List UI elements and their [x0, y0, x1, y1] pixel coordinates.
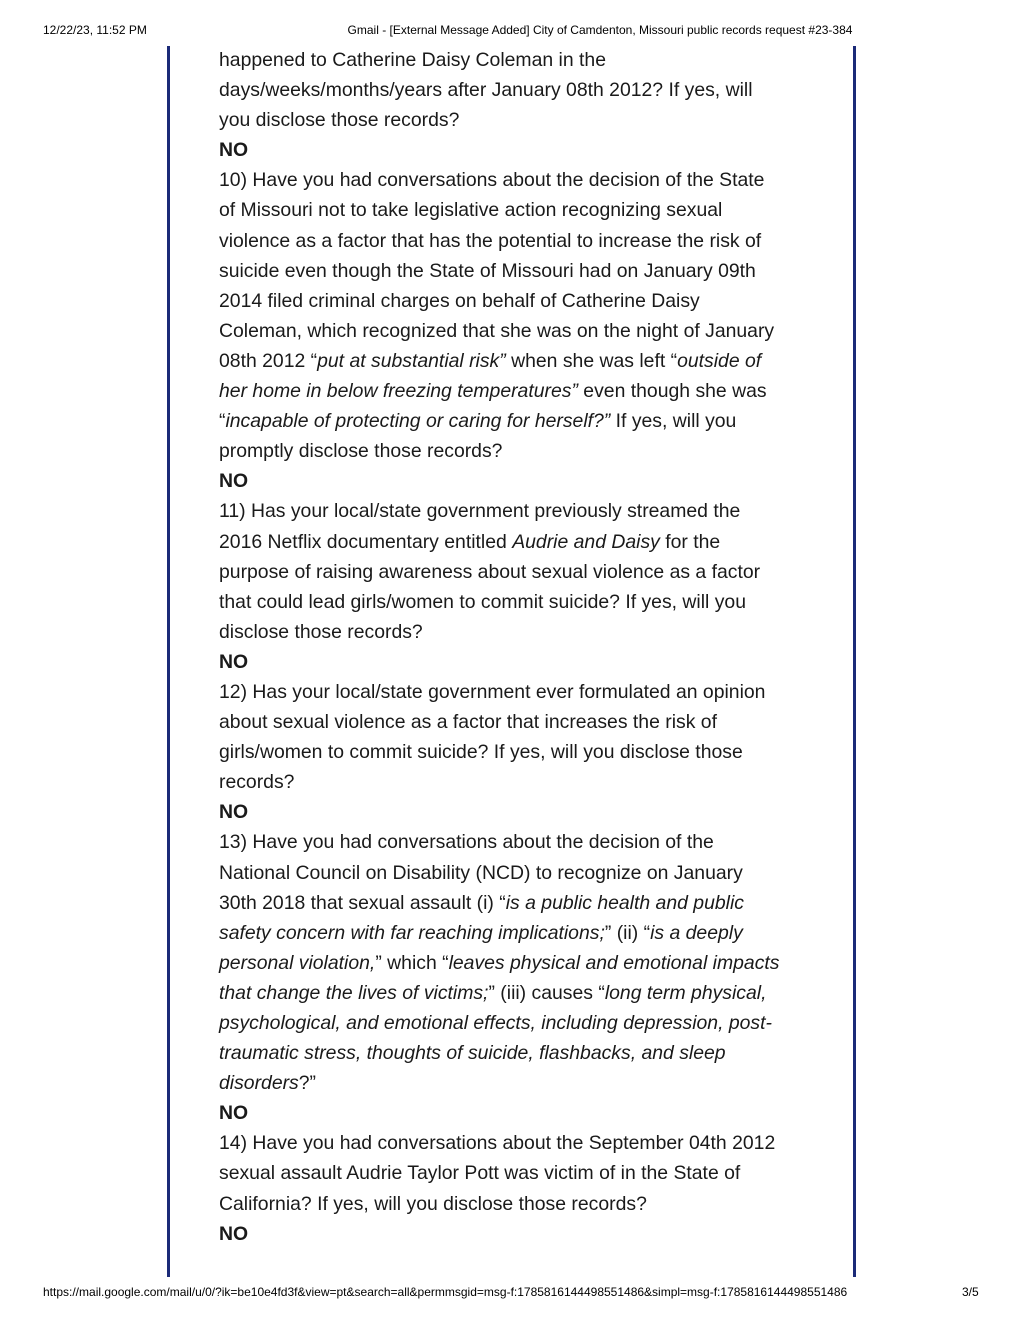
- quoted-italic-text: safety concern with far reaching implications;: [219, 921, 605, 944]
- text-run: when she was left “: [505, 349, 678, 372]
- print-title: Gmail - [External Message Added] City of Camdenton, Missouri public records request #23-384: [347, 23, 853, 37]
- text-run: ” (ii) “: [604, 921, 651, 944]
- question-13-line: [219, 948, 819, 978]
- question-12-line: records?: [219, 771, 295, 794]
- question-12-line: about sexual violence as a factor that increases the risk of: [219, 711, 717, 734]
- question-9-line: days/weeks/months/years after January 08th 2012? If yes, will: [219, 79, 753, 102]
- question-10-line: promptly disclose those records?: [219, 440, 503, 463]
- question-10-line: of Missouri not to take legislative action recognizing sexual: [219, 199, 723, 222]
- question-11-line: purpose of raising awareness about sexual violence as a factor: [219, 560, 761, 583]
- quote-bar-left: [167, 46, 170, 1277]
- answer-11: NO: [219, 650, 249, 673]
- page-number: 3/5: [962, 1285, 979, 1299]
- quoted-italic-text: traumatic stress, thoughts of suicide, flashbacks, and sleep: [219, 1042, 726, 1065]
- question-10-line: suicide even though the State of Missouri had on January 09th: [219, 259, 756, 282]
- quoted-italic-text: outside of: [677, 349, 762, 372]
- text-run: ” (iii) causes “: [488, 981, 605, 1004]
- question-10-line: [219, 376, 819, 406]
- answer-12: NO: [219, 801, 249, 824]
- question-14-line: California? If yes, will you disclose those records?: [219, 1192, 647, 1215]
- question-9-line: happened to Catherine Daisy Coleman in the: [219, 49, 606, 71]
- text-run: 30th 2018 that sexual assault (i) “: [219, 891, 506, 914]
- text-run: even though she was: [577, 380, 767, 403]
- question-13-line: 13) Have you had conversations about the decision of the: [219, 831, 714, 854]
- question-9-line: you disclose those records?: [219, 109, 460, 132]
- question-13-line: National Council on Disability (NCD) to recognize on January: [219, 861, 743, 884]
- question-13-line: [219, 978, 819, 1008]
- question-13-line: [219, 1068, 819, 1098]
- question-13-line: [219, 888, 819, 918]
- question-14-line: sexual assault Audrie Taylor Pott was victim of in the State of: [219, 1162, 741, 1185]
- question-14-line: 14) Have you had conversations about the September 04th 2012: [219, 1132, 776, 1155]
- text-run: If yes, will you: [610, 410, 737, 433]
- question-10-line: [219, 346, 819, 376]
- quoted-italic-text: that change the lives of victims;: [219, 981, 489, 1004]
- quoted-italic-text: is a deeply: [650, 921, 743, 944]
- question-12-line: 12) Has your local/state government ever formulated an opinion: [219, 680, 766, 703]
- quoted-italic-text: incapable of protecting or caring for herself?”: [225, 410, 611, 433]
- documentary-title: Audrie and Daisy: [512, 530, 660, 553]
- quoted-italic-text: disorders: [219, 1072, 299, 1095]
- answer-9: NO: [219, 139, 249, 162]
- question-11-line: [219, 527, 819, 557]
- quoted-italic-text: long term physical,: [604, 981, 767, 1004]
- question-12-line: girls/women to commit suicide? If yes, will you disclose those: [219, 741, 743, 764]
- text-run: for the: [659, 530, 721, 553]
- question-10-line: Coleman, which recognized that she was on the night of January: [219, 319, 775, 342]
- email-body: [219, 45, 819, 1249]
- text-run: 08th 2012 “: [219, 349, 318, 372]
- answer-10: NO: [219, 470, 249, 493]
- quoted-italic-text: personal violation,: [219, 951, 376, 974]
- quote-bar-right: [853, 46, 856, 1277]
- question-11-line: 11) Has your local/state government previously streamed the: [219, 500, 741, 523]
- question-13-line: [219, 918, 819, 948]
- question-11-line: that could lead girls/women to commit suicide? If yes, will you: [219, 590, 747, 613]
- quoted-italic-text: put at substantial risk”: [317, 349, 506, 372]
- question-10-line: 2014 filed criminal charges on behalf of Catherine Daisy: [219, 289, 700, 312]
- question-13-line: [219, 1008, 819, 1038]
- question-13-line: [219, 1038, 819, 1068]
- quoted-italic-text: psychological, and emotional effects, including depression, post-: [219, 1012, 772, 1034]
- question-10-line: [219, 406, 819, 436]
- text-run: “: [219, 410, 226, 433]
- quoted-italic-text: her home in below freezing temperatures”: [219, 380, 578, 403]
- quoted-italic-text: is a public health and public: [505, 891, 744, 914]
- question-10-line: violence as a factor that has the potential to increase the risk of: [219, 229, 762, 252]
- text-run: ” which “: [375, 951, 449, 974]
- answer-13: NO: [219, 1102, 249, 1125]
- print-datetime: 12/22/23, 11:52 PM: [43, 23, 147, 37]
- question-10-line: 10) Have you had conversations about the decision of the State: [219, 169, 765, 192]
- text-run: 2016 Netflix documentary entitled: [219, 530, 513, 553]
- text-run: ?”: [298, 1072, 316, 1095]
- page-url: https://mail.google.com/mail/u/0/?ik=be10e4fd3f&view=pt&search=all&permmsgid=msg-f:1785816144498551486&simpl=msg-f:1785816144498551486: [43, 1285, 848, 1299]
- answer-14: NO: [219, 1222, 249, 1245]
- quoted-italic-text: leaves physical and emotional impacts: [448, 951, 780, 974]
- question-11-line: disclose those records?: [219, 620, 423, 643]
